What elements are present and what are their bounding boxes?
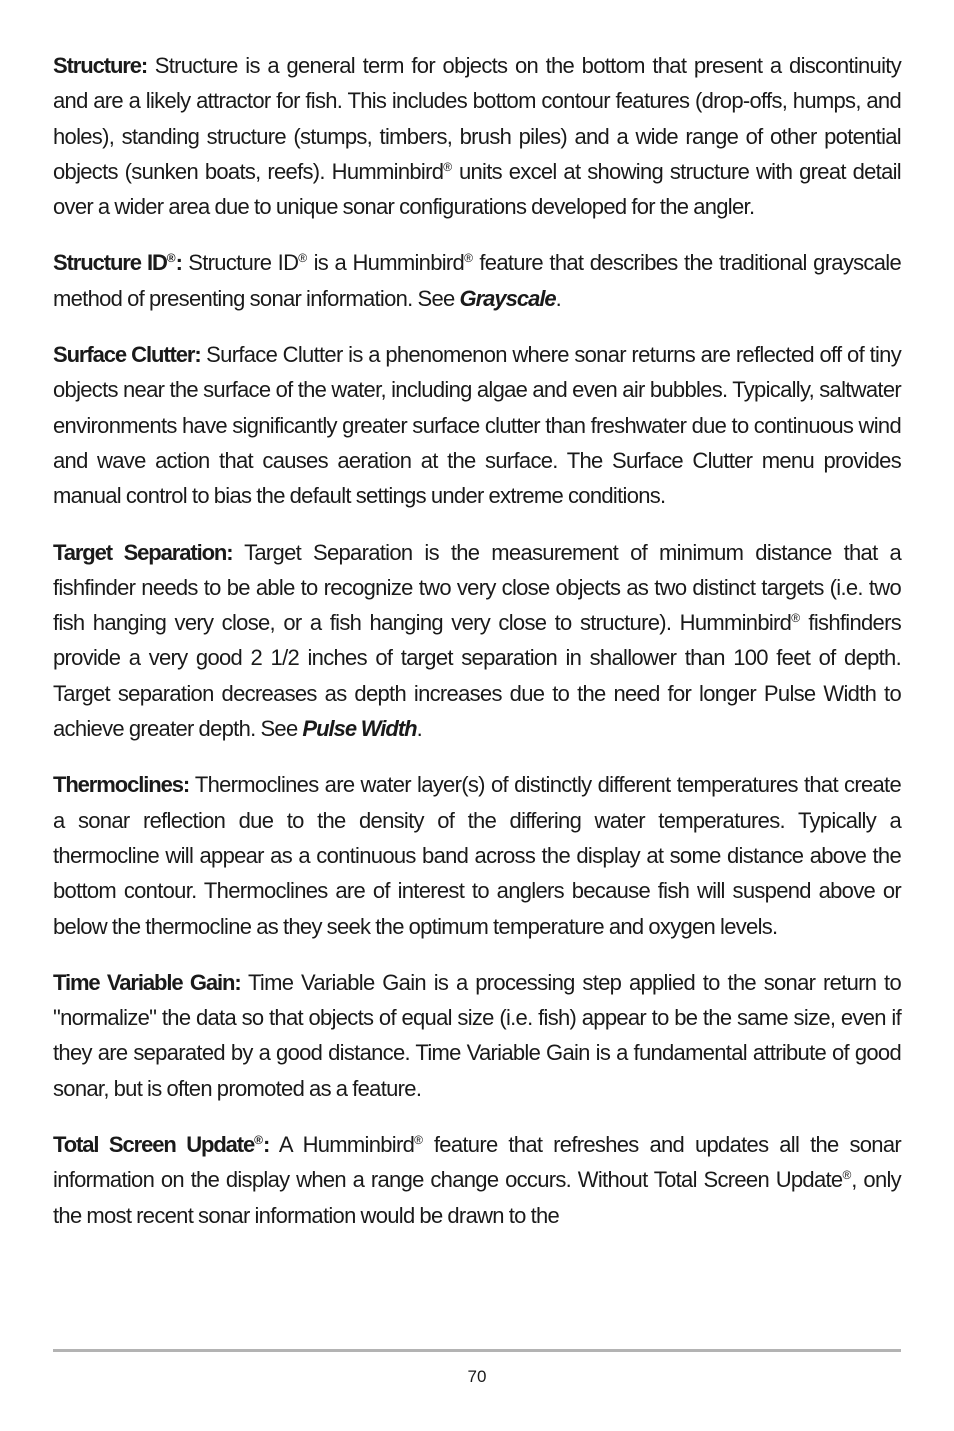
glossary-term: Structure: <box>53 53 148 78</box>
registered-mark: ® <box>842 1168 852 1183</box>
definition-text: Structure is a general term for objects on the bottom that present a discontinuity and are a likely attractor for fish. This includes bottom contour features (drop-offs, humps, and holes), standing structure (stumps, timbers, brush piles) and a wide range of other potential objects (sunken boats, reefs). Humminbird <box>53 53 901 184</box>
glossary-term-suffix: : <box>175 250 182 276</box>
definition-text: fishfinders provide a very good 2 1/2 inches of target separation in shallower than 100 feet of depth. Target separation decreases as depth increases due to the need for longer Pulse Width to achieve greater depth. See <box>53 610 916 742</box>
glossary-entry-total-screen-update <box>53 1127 901 1233</box>
registered-mark: ® <box>298 251 308 266</box>
glossary-term-suffix: : <box>263 1132 270 1158</box>
glossary-entry-structure <box>53 48 901 224</box>
definition-text: Surface Clutter is a phenomenon where sonar returns are reflected off of tiny objects near the surface of the water, including algae and even air bubbles. Typically, saltwater environments have significantly greater surface clutter than freshwater due to continuous wind and wave action that causes aeration at the surface. The Surface Clutter menu provides manual control to bias the default settings under extreme conditions. <box>53 342 902 509</box>
glossary-term: Time Variable Gain: <box>53 969 241 995</box>
glossary-term: Target Separation: <box>53 539 233 565</box>
registered-mark: ® <box>791 611 801 626</box>
glossary-entry-target-separation <box>53 535 916 747</box>
glossary-term <box>53 1132 269 1157</box>
definition-text: units excel at showing structure with great detail over a wider area due to unique sonar configurations developed for the angler. <box>53 158 901 220</box>
definition-text: . <box>555 285 562 311</box>
definition-text: Time Variable Gain is a processing step applied to the sonar return to "normalize" the data so that objects of equal size (i.e. fish) appear to be the same size, even if they are separated by a good distance. Time Variable Gain is a fundamental attribute of good sonar, but is often promoted as a feature. <box>53 969 902 1101</box>
definition-text: feature that refreshes and updates all the sonar information on the display when a range change occurs. Without Total Screen Update <box>53 1132 901 1193</box>
glossary-term: Thermoclines: <box>53 772 190 798</box>
registered-mark: ® <box>414 1133 423 1148</box>
registered-mark: ® <box>166 251 176 266</box>
definition-text: Structure ID <box>181 250 299 276</box>
definition-text: , only the most recent sonar information would be drawn to the <box>53 1167 901 1228</box>
glossary-entry-time-variable-gain <box>53 965 901 1106</box>
definition-text: . <box>416 716 423 742</box>
definition-text: Target Separation is the measurement of minimum distance that a fishfinder needs to be able to recognize two very close objects as two distinct targets (i.e. two fish hanging very close, or a fish hanging very close to structure). Humminbird <box>53 539 901 636</box>
registered-mark: ® <box>443 159 453 174</box>
registered-mark: ® <box>254 1133 263 1148</box>
glossary-entry-surface-clutter <box>53 337 901 513</box>
cross-reference-pulse-width: Pulse Width <box>302 716 417 742</box>
glossary-term-text: Total Screen Update <box>53 1132 255 1158</box>
registered-mark: ® <box>464 251 473 266</box>
glossary-entry-structure-id <box>53 245 901 316</box>
glossary-term <box>53 250 182 275</box>
definition-text: Thermoclines are water layer(s) of distinctly different temperatures that create a sonar reflection due to the density of the differing water temperatures. Typically a thermocline will appear as a continuous band across the display at some distance above the bottom contour. Thermoclines are of interest to anglers because fish will suspend above or below the thermocline as they seek the optimum temperature and oxygen levels. <box>53 772 901 939</box>
definition-text: A Humminbird <box>269 1132 415 1158</box>
cross-reference-grayscale: Grayscale <box>459 285 556 311</box>
glossary-term-text: Structure ID <box>53 250 167 276</box>
glossary-term: Surface Clutter: <box>53 342 201 368</box>
page-number: 70 <box>467 1367 487 1386</box>
definition-text: feature that describes the traditional grayscale method of presenting sonar information. See <box>53 250 901 311</box>
glossary-entry-thermoclines <box>53 767 901 943</box>
glossary-content <box>53 48 916 1254</box>
definition-text: is a Humminbird <box>307 250 465 276</box>
footer-divider <box>53 1349 901 1352</box>
